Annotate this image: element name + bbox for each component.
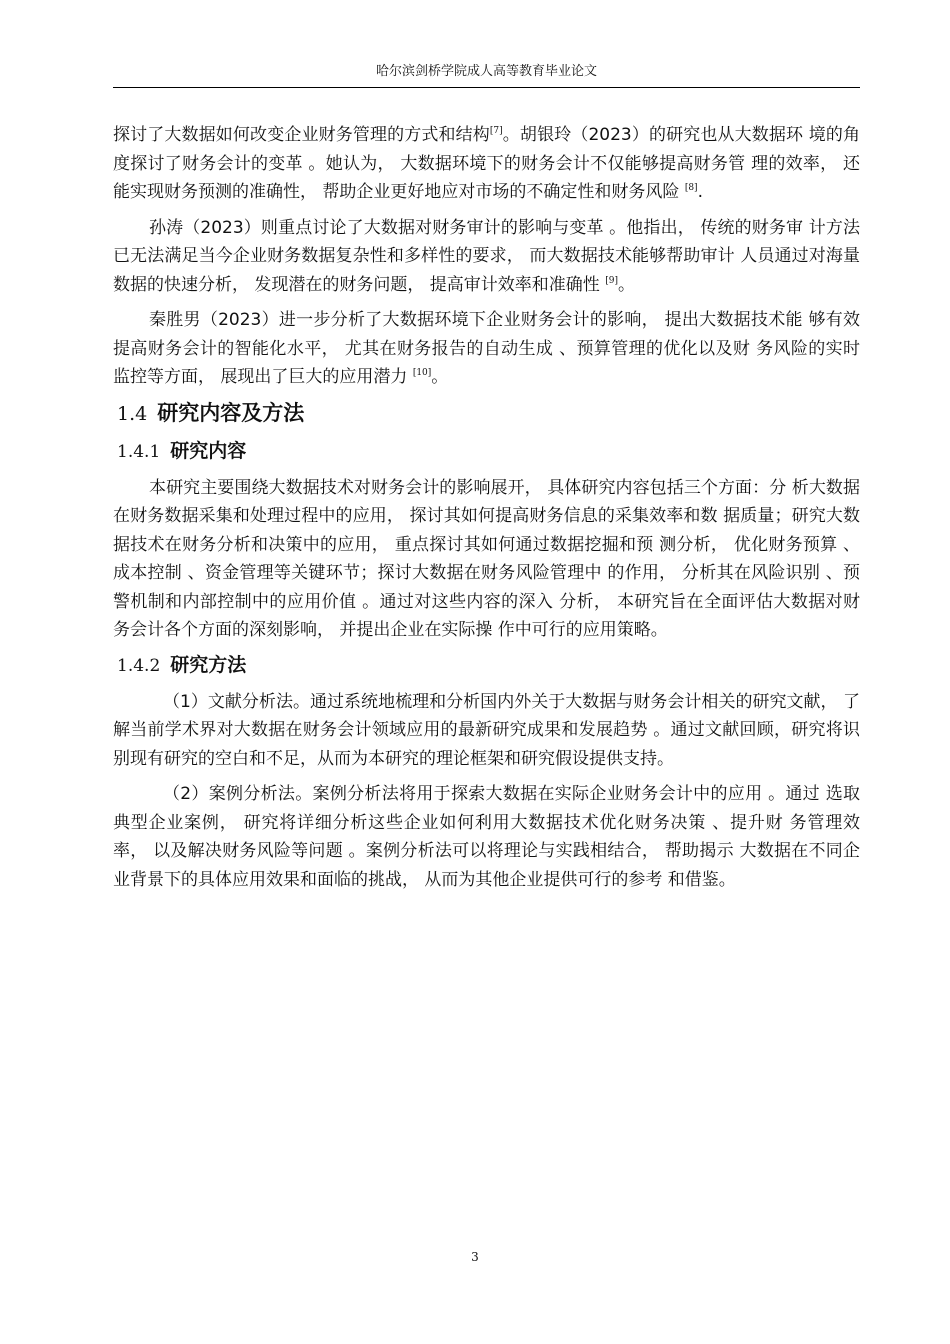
section-heading-1-4 — [117, 398, 860, 429]
header-rule — [113, 87, 860, 88]
section-title: 研究方法 — [170, 653, 247, 676]
section-title: 研究内容及方法 — [157, 400, 305, 425]
section-number: 1.4 — [117, 402, 148, 425]
paragraph-research-content: 本研究主要围绕大数据技术对财务会计的影响展开， 具体研究内容包括三个方面：分 析大数据在财务数据采集和处理过程中的应用， 探讨其如何提高财务信息的采集效率和数 据质量；研究大数据技术在财务分析和决策中的应用， 重点探讨其如何通过数据挖掘和预 测分析， 优化财务预算 、成本控制 、资金管理等关键环节；探讨大数据在财务风险管理中 的作用， 分析其在风险识别 、预警机制和内部控制中的应用价值 。通过对这些内容的深入 分析， 本研究旨在全面评估大数据对财务会计各个方面的深刻影响， 并提出企业在实际操 作中可行的应用策略。 — [113, 477, 860, 640]
paragraph-literature-2 — [113, 214, 860, 300]
page-number: 3 — [471, 1250, 479, 1264]
paragraph-literature-3 — [113, 306, 860, 392]
citation-ref: [7] — [489, 126, 503, 136]
paragraph-text: 孙涛（2023）则重点讨论了大数据对财务审计的影响与变革 。他指出， 传统的财务审 计方法已无法满足当今企业财务数据复杂性和多样性的要求， 而大数据技术能够帮助审计 人员通过对海量数据的快速分析， 发现潜在的财务问题， 提高审计效率和准确性 — [113, 217, 860, 295]
page-body — [113, 121, 860, 894]
section-heading-1-4-2 — [117, 651, 860, 680]
section-title: 研究内容 — [170, 439, 247, 462]
paragraph-method-case: （2）案例分析法。案例分析法将用于探索大数据在实际企业财务会计中的应用 。通过 选取典型企业案例， 研究将详细分析这些企业如何利用大数据技术优化财务决策 、提升财 务管理效率， 以及解决财务风险等问题 。案例分析法可以将理论与实践相结合， 帮助揭示 大数据在不同企业背景下的具体应用效果和面临的挑战， 从而为其他企业提供可行的参考 和借鉴。 — [113, 784, 860, 890]
section-number: 1.4.2 — [117, 655, 161, 676]
running-header: 哈尔滨剑桥学院成人高等教育毕业论文 — [375, 64, 597, 79]
section-number: 1.4.1 — [117, 441, 161, 462]
sentence-end: . — [697, 182, 703, 202]
paragraph-method-literature: （1）文献分析法。通过系统地梳理和分析国内外关于大数据与财务会计相关的研究文献， 了解当前学术界对大数据在财务会计领域应用的最新研究成果和发展趋势 。通过文献回顾，研究将识别现有研究的空白和不足，从而为本研究的理论框架和研究假设提供支持。 — [113, 691, 860, 769]
paragraph-text: 探讨了大数据如何改变企业财务管理的方式和结构 — [113, 125, 490, 145]
sentence-end: 。 — [431, 367, 449, 387]
paragraph-literature-1 — [113, 121, 860, 207]
paragraph-text: 。胡银玲（2023）的研究也从大数据环 境的角度探讨了财务会计的变革 。她认为， 大数据环境下的财务会计不仅能够提高财务管 理的效率， 还能实现财务预测的准确性， 帮助企业更好地应对市场的不确定性和财务风险 — [113, 125, 860, 202]
citation-ref: [10] — [412, 368, 432, 378]
citation-ref: [8] — [684, 183, 698, 193]
paragraph-text: 秦胜男（2023）进一步分析了大数据环境下企业财务会计的影响， 提出大数据技术能 够有效提高财务会计的智能化水平， 尤其在财务报告的自动生成 、预算管理的优化以及财 务风险的实时监控等方面， 展现出了巨大的应用潜力 — [113, 310, 860, 387]
section-heading-1-4-1 — [117, 437, 860, 466]
citation-ref: [9] — [605, 275, 618, 286]
sentence-end: 。 — [617, 274, 635, 295]
